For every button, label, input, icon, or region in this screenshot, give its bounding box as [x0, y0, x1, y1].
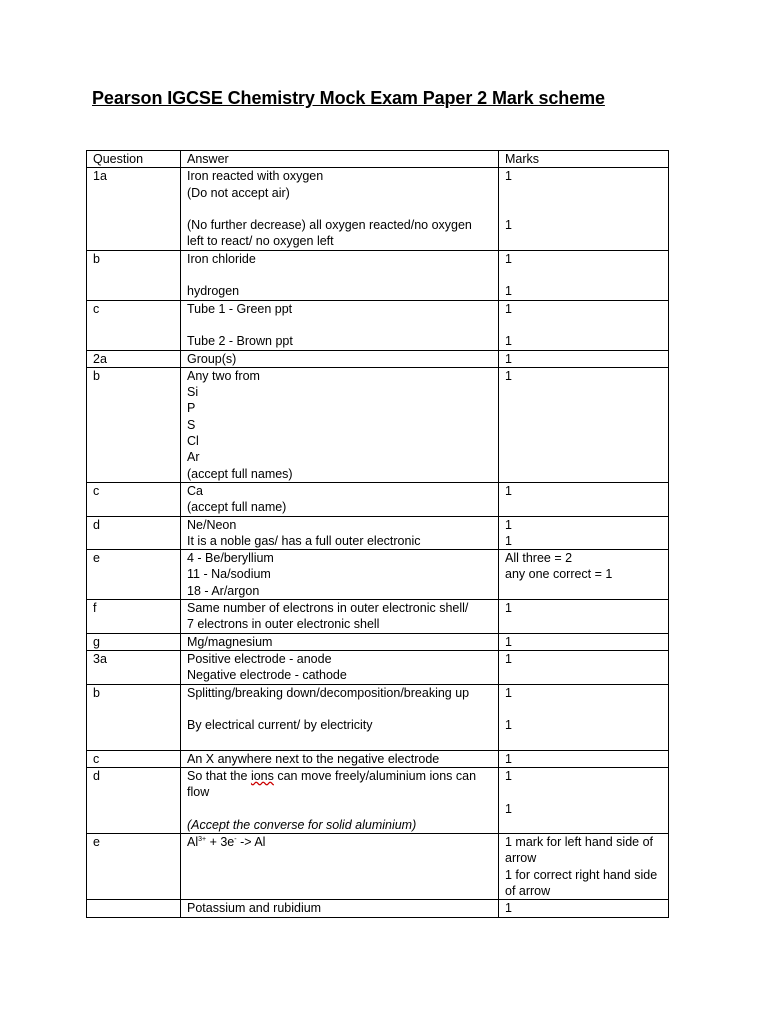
answer-cell [181, 834, 499, 900]
answer-cell [181, 767, 499, 833]
answer-cell: Any two from Si P S Cl Ar (accept full names) [181, 367, 499, 482]
answer-cell: Positive electrode - anode Negative electrode - cathode [181, 650, 499, 684]
answer-cell: Mg/magnesium [181, 633, 499, 650]
answer-cell: Iron reacted with oxygen (Do not accept air) (No further decrease) all oxygen reacted/no oxygen left to react/ no oxygen left [181, 168, 499, 250]
question-cell: 2a [87, 350, 181, 367]
marks-cell: 1 [499, 350, 669, 367]
question-cell: 1a [87, 168, 181, 250]
answer-cell: Ca (accept full name) [181, 482, 499, 516]
table-row [87, 834, 669, 900]
marks-cell: 1 [499, 650, 669, 684]
page-title: Pearson IGCSE Chemistry Mock Exam Paper 2 Mark scheme [92, 88, 605, 108]
table-row [87, 516, 669, 550]
equation-product: -> Al [236, 835, 266, 850]
table-row [87, 367, 669, 482]
marks-cell: 1 1 [499, 300, 669, 350]
equation-al: Al [187, 835, 199, 850]
question-cell: b [87, 250, 181, 300]
answer-text-start: So that the [187, 768, 251, 783]
marks-cell: 1 [499, 600, 669, 634]
table-row [87, 900, 669, 917]
question-cell: g [87, 633, 181, 650]
mark-scheme-table [86, 150, 669, 918]
answer-cell: Splitting/breaking down/decomposition/breaking up By electrical current/ by electricity [181, 684, 499, 750]
marks-cell: All three = 2 any one correct = 1 [499, 550, 669, 600]
question-cell: c [87, 300, 181, 350]
question-cell: d [87, 516, 181, 550]
marks-cell: 1 1 [499, 250, 669, 300]
marks-cell: 1 mark for left hand side of arrow 1 for correct right hand side of arrow [499, 834, 669, 900]
answer-cell: Same number of electrons in outer electronic shell/ 7 electrons in outer electronic shell [181, 600, 499, 634]
answer-cell: An X anywhere next to the negative electrode [181, 750, 499, 767]
marks-cell: 1 1 [499, 168, 669, 250]
table-row [87, 482, 669, 516]
question-cell [87, 900, 181, 917]
spellcheck-flagged-word: ions [250, 768, 274, 783]
equation-charge: 3+ [198, 836, 207, 844]
marks-cell: 1 1 [499, 684, 669, 750]
table-header-row [87, 151, 669, 168]
marks-cell: 1 1 [499, 516, 669, 550]
marks-cell: 1 [499, 900, 669, 917]
table-row [87, 684, 669, 750]
answer-cell: Ne/Neon It is a noble gas/ has a full outer electronic [181, 516, 499, 550]
answer-cell: Group(s) [181, 350, 499, 367]
table-row [87, 750, 669, 767]
question-cell: b [87, 684, 181, 750]
marks-cell: 1 [499, 633, 669, 650]
answer-cell: 4 - Be/beryllium 11 - Na/sodium 18 - Ar/argon [181, 550, 499, 600]
table-row [87, 250, 669, 300]
table-row [87, 168, 669, 250]
table-row [87, 550, 669, 600]
question-cell: e [87, 550, 181, 600]
question-cell: f [87, 600, 181, 634]
marks-cell: 1 1 [499, 767, 669, 833]
equation-electrons: + 3e [206, 835, 235, 850]
question-cell: c [87, 482, 181, 516]
header-answer: Answer [181, 151, 499, 168]
question-cell: c [87, 750, 181, 767]
question-cell: 3a [87, 650, 181, 684]
header-question: Question [87, 151, 181, 168]
question-cell: e [87, 834, 181, 900]
answer-note: (Accept the converse for solid aluminium) [187, 817, 417, 832]
question-cell: d [87, 767, 181, 833]
equation-electron-charge: - [234, 836, 237, 844]
table-row [87, 767, 669, 833]
table-row [87, 300, 669, 350]
answer-cell: Iron chloride hydrogen [181, 250, 499, 300]
answer-cell: Tube 1 - Green ppt Tube 2 - Brown ppt [181, 300, 499, 350]
table-row [87, 350, 669, 367]
header-marks: Marks [499, 151, 669, 168]
table-row [87, 633, 669, 650]
question-cell: b [87, 367, 181, 482]
marks-cell: 1 [499, 482, 669, 516]
table-row [87, 600, 669, 634]
marks-cell: 1 [499, 750, 669, 767]
table-row [87, 650, 669, 684]
marks-cell: 1 [499, 367, 669, 482]
answer-text-end: can move freely/aluminium ions can flow [187, 768, 477, 800]
answer-cell: Potassium and rubidium [181, 900, 499, 917]
